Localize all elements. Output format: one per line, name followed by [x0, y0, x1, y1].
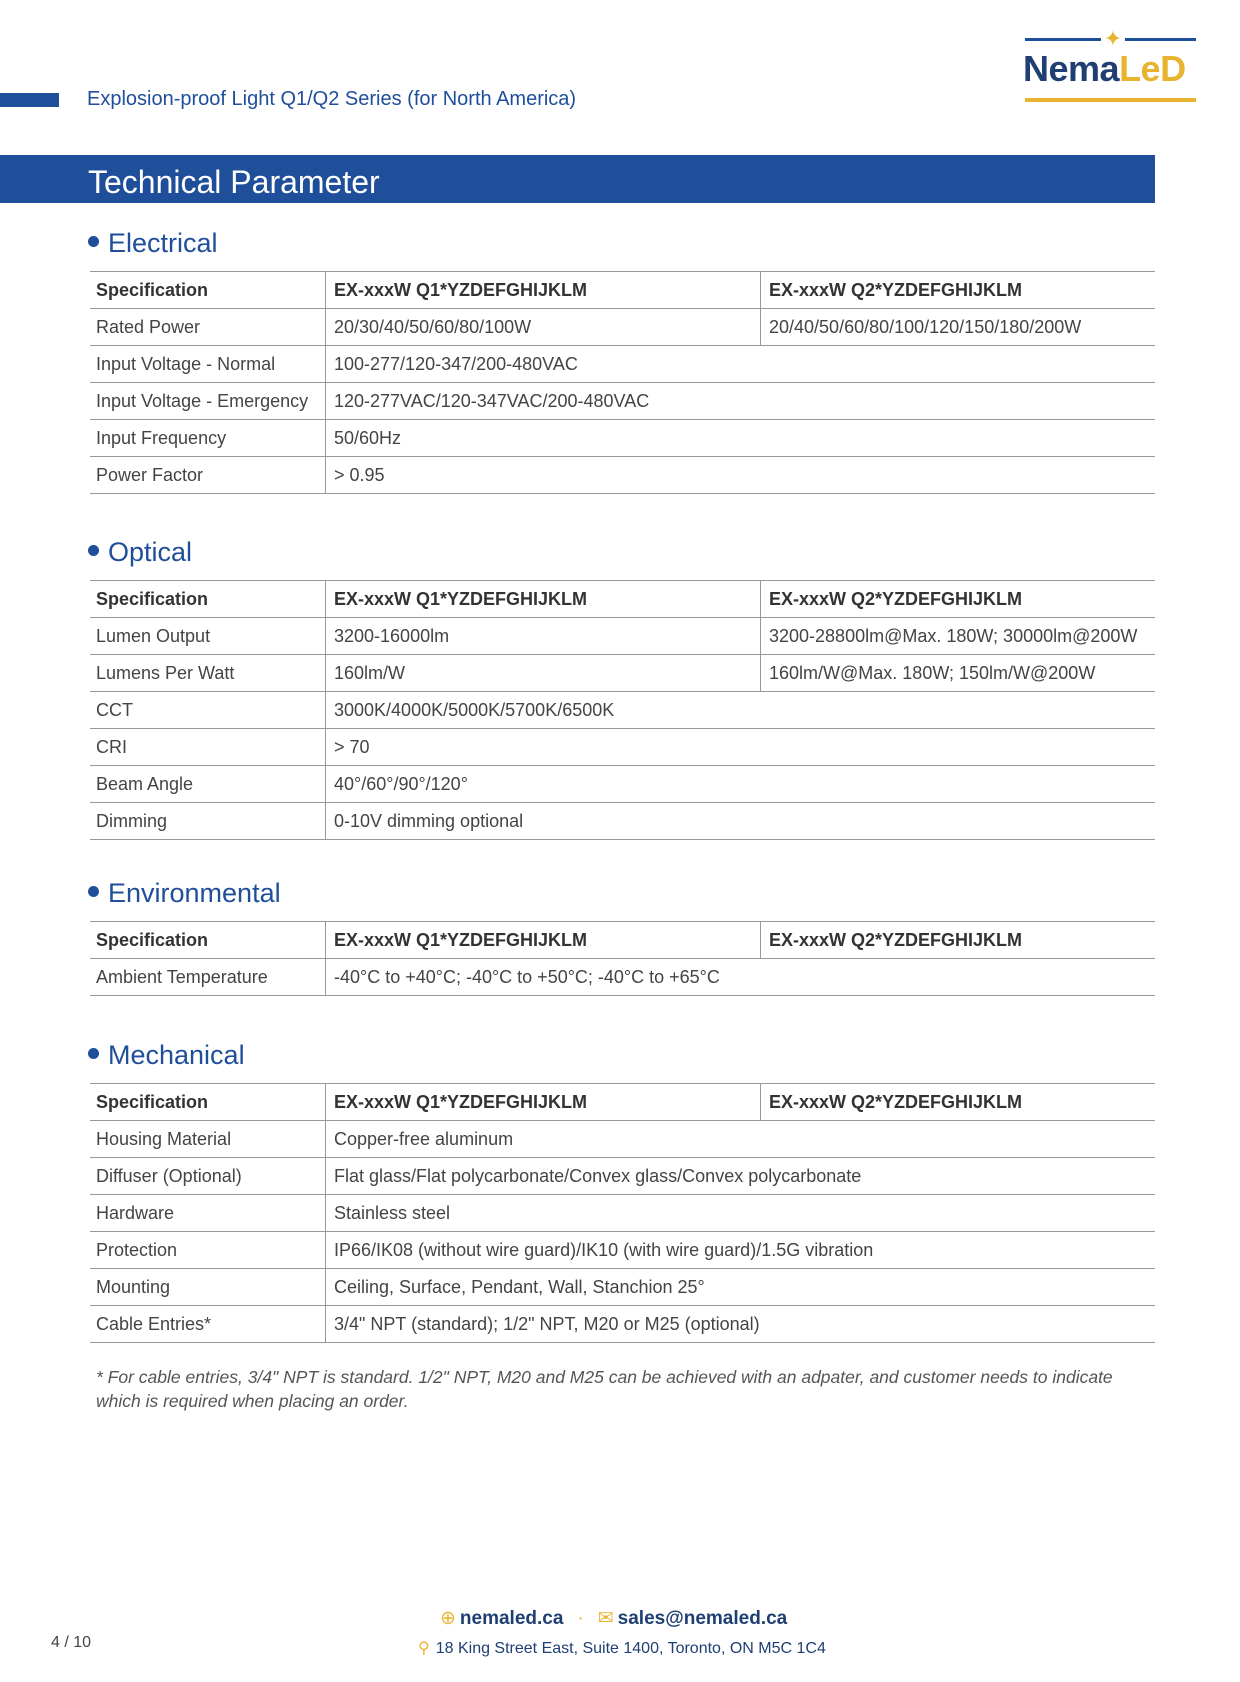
shared-value: IP66/IK08 (without wire guard)/IK10 (with wire guard)/1.5G vibration	[326, 1232, 1156, 1269]
table-row	[90, 457, 1155, 494]
header-cell: EX-xxxW Q1*YZDEFGHIJKLM	[326, 272, 761, 309]
spec-label: Power Factor	[90, 457, 326, 494]
page-number: 4 / 10	[51, 1634, 92, 1651]
section-banner	[0, 155, 1155, 203]
logo-word-nema: Nema	[1023, 48, 1120, 89]
location-pin-icon: ⚲	[418, 1640, 430, 1657]
q1-value: 3200-16000lm	[326, 618, 761, 655]
spec-label: Rated Power	[90, 309, 326, 346]
logo-bottom-rule	[1025, 98, 1196, 102]
website-link[interactable]: nemaled.ca	[459, 1608, 564, 1629]
footer-address	[418, 1638, 826, 1658]
header-cell: EX-xxxW Q1*YZDEFGHIJKLM	[326, 922, 761, 959]
spec-label: CRI	[90, 729, 326, 766]
spec-label: Lumens Per Watt	[90, 655, 326, 692]
header-cell: Specification	[90, 581, 326, 618]
header-cell: EX-xxxW Q1*YZDEFGHIJKLM	[326, 581, 761, 618]
spec-label: Ambient Temperature	[90, 959, 326, 996]
table-row	[90, 729, 1155, 766]
brand-logo	[1021, 28, 1196, 106]
mechanical-heading-text: Mechanical	[108, 1040, 245, 1070]
table-row	[90, 1232, 1155, 1269]
spec-label: Housing Material	[90, 1121, 326, 1158]
spec-label: Mounting	[90, 1269, 326, 1306]
bullet-icon	[88, 1048, 99, 1059]
logo-wordmark	[1023, 48, 1186, 90]
address-text: 18 King Street East, Suite 1400, Toronto, ON M5C 1C4	[435, 1640, 826, 1657]
optical-heading-text: Optical	[108, 537, 193, 567]
table-row	[90, 346, 1155, 383]
electrical-heading	[88, 228, 218, 259]
logo-word-led: LeD	[1119, 48, 1186, 89]
electrical-heading-text: Electrical	[108, 228, 218, 258]
spec-label: CCT	[90, 692, 326, 729]
shared-value: 120-277VAC/120-347VAC/200-480VAC	[326, 383, 1156, 420]
spec-label: Hardware	[90, 1195, 326, 1232]
maple-leaf-icon: ✦	[1101, 28, 1125, 50]
spec-label: Lumen Output	[90, 618, 326, 655]
table-row	[90, 1306, 1155, 1343]
shared-value: Stainless steel	[326, 1195, 1156, 1232]
table-row	[90, 1195, 1155, 1232]
q2-value: 160lm/W@Max. 180W; 150lm/W@200W	[761, 655, 1156, 692]
shared-value: 3000K/4000K/5000K/5700K/6500K	[326, 692, 1156, 729]
table-row	[90, 766, 1155, 803]
spec-label: Beam Angle	[90, 766, 326, 803]
shared-value: > 0.95	[326, 457, 1156, 494]
table-row	[90, 959, 1155, 996]
table-row	[90, 383, 1155, 420]
spec-label: Input Voltage - Normal	[90, 346, 326, 383]
table-header-row	[90, 581, 1155, 618]
shared-value: 3/4" NPT (standard); 1/2" NPT, M20 or M25 (optional)	[326, 1306, 1156, 1343]
shared-value: Flat glass/Flat polycarbonate/Convex glass/Convex polycarbonate	[326, 1158, 1156, 1195]
document-title: Explosion-proof Light Q1/Q2 Series (for North America)	[87, 88, 577, 110]
email-link[interactable]: sales@nemaled.ca	[617, 1608, 788, 1629]
globe-icon: ⊕	[440, 1608, 456, 1629]
table-row	[90, 1121, 1155, 1158]
header-cell: EX-xxxW Q2*YZDEFGHIJKLM	[761, 272, 1156, 309]
optical-table	[90, 580, 1155, 840]
shared-value: Ceiling, Surface, Pendant, Wall, Stanchion 25°	[326, 1269, 1156, 1306]
q2-value: 3200-28800lm@Max. 180W; 30000lm@200W	[761, 618, 1156, 655]
electrical-table	[90, 271, 1155, 494]
header-cell: EX-xxxW Q2*YZDEFGHIJKLM	[761, 581, 1156, 618]
table-row	[90, 420, 1155, 457]
shared-value: 50/60Hz	[326, 420, 1156, 457]
q1-value: 20/30/40/50/60/80/100W	[326, 309, 761, 346]
section-title: Technical Parameter	[88, 164, 380, 200]
footer-contacts	[440, 1607, 787, 1630]
q2-value: 20/40/50/60/80/100/120/150/180/200W	[761, 309, 1156, 346]
mechanical-table	[90, 1083, 1155, 1343]
spec-label: Input Voltage - Emergency	[90, 383, 326, 420]
mechanical-heading	[88, 1040, 245, 1071]
shared-value: 100-277/120-347/200-480VAC	[326, 346, 1156, 383]
environmental-heading-text: Environmental	[108, 878, 281, 908]
bullet-icon	[88, 545, 99, 556]
header-accent-bar	[0, 93, 59, 107]
shared-value: 40°/60°/90°/120°	[326, 766, 1156, 803]
table-row	[90, 1158, 1155, 1195]
header-cell: EX-xxxW Q2*YZDEFGHIJKLM	[761, 1084, 1156, 1121]
header-cell: Specification	[90, 272, 326, 309]
table-row	[90, 309, 1155, 346]
table-header-row	[90, 272, 1155, 309]
environmental-heading	[88, 878, 281, 909]
bullet-icon	[88, 886, 99, 897]
shared-value: -40°C to +40°C; -40°C to +50°C; -40°C to +65°C	[326, 959, 1156, 996]
mail-icon: ✉	[597, 1608, 614, 1629]
shared-value: 0-10V dimming optional	[326, 803, 1156, 840]
header-cell: Specification	[90, 922, 326, 959]
shared-value: Copper-free aluminum	[326, 1121, 1156, 1158]
table-row	[90, 1269, 1155, 1306]
bullet-icon	[88, 236, 99, 247]
q1-value: 160lm/W	[326, 655, 761, 692]
table-row	[90, 692, 1155, 729]
table-row	[90, 618, 1155, 655]
header-cell: Specification	[90, 1084, 326, 1121]
table-header-row	[90, 922, 1155, 959]
optical-heading	[88, 537, 192, 568]
footer-separator: ·	[577, 1608, 584, 1629]
table-row	[90, 655, 1155, 692]
footnote: * For cable entries, 3/4" NPT is standard. 1/2" NPT, M20 and M25 can be achieved with an adpater, and customer needs to indicate which is required when placing an order.	[96, 1367, 1113, 1411]
header-cell: EX-xxxW Q1*YZDEFGHIJKLM	[326, 1084, 761, 1121]
spec-label: Diffuser (Optional)	[90, 1158, 326, 1195]
environmental-table	[90, 921, 1155, 996]
spec-label: Protection	[90, 1232, 326, 1269]
shared-value: > 70	[326, 729, 1156, 766]
spec-label: Dimming	[90, 803, 326, 840]
table-row	[90, 803, 1155, 840]
spec-label: Input Frequency	[90, 420, 326, 457]
spec-label: Cable Entries*	[90, 1306, 326, 1343]
header-cell: EX-xxxW Q2*YZDEFGHIJKLM	[761, 922, 1156, 959]
table-header-row	[90, 1084, 1155, 1121]
